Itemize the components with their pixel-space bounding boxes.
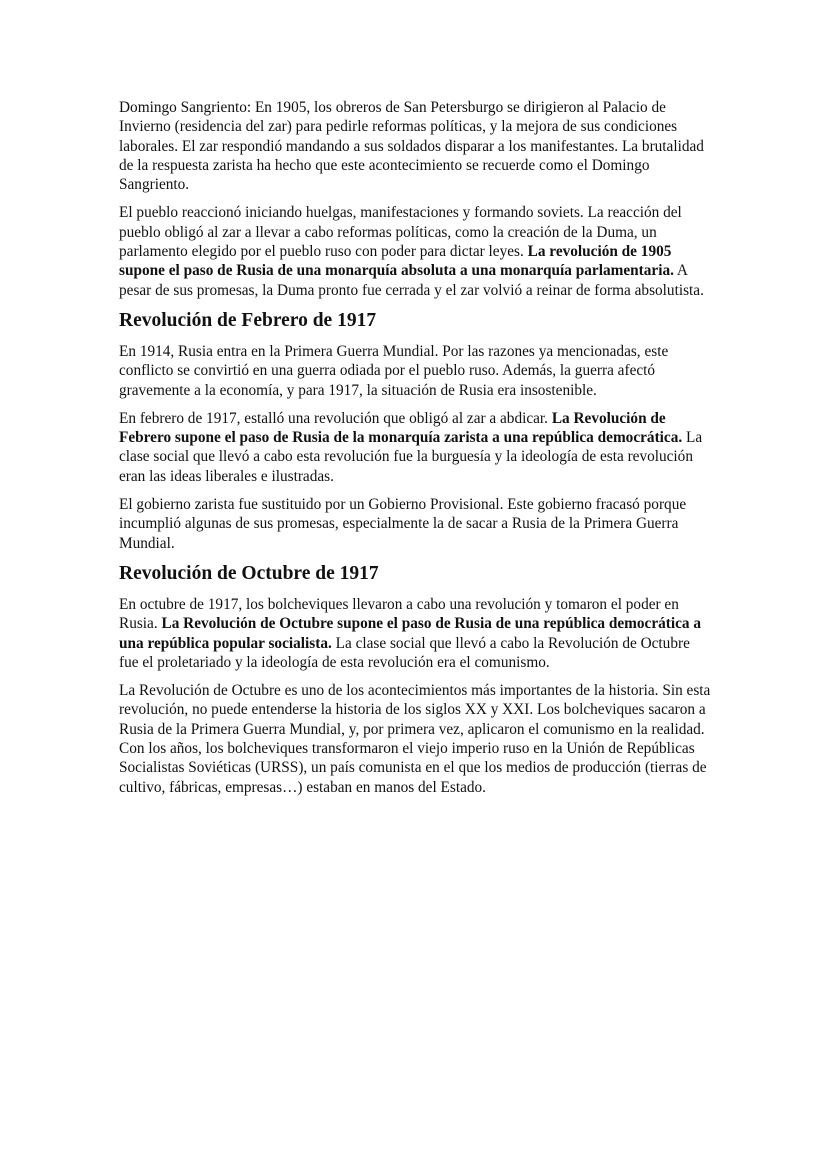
paragraph-primera-guerra: En 1914, Rusia entra en la Primera Guerra Mundial. Por las razones ya mencionadas, este conflicto se convirtió en una guerra odiada por el pueblo ruso. Además, la guerra afectó gravemente a la economía, y para 1917, la situación de Rusia era insostenible. xyxy=(119,342,669,399)
paragraph-domingo-sangriento: Domingo Sangriento: En 1905, los obreros de San Petersburgo se dirigieron al Palacio de Invierno (residencia del zar) para pedirle reformas políticas, y la mejora de sus condiciones laborales. El zar respondió mandando a sus soldados disparar a los manifestantes. La brutalidad de la respuesta zarista ha hecho que este acontecimiento se recuerde como el Domingo Sangriento. xyxy=(119,99,704,194)
paragraph-revolucion-1905 xyxy=(119,203,713,299)
paragraph-octubre-text-b: La clase social que llevó a cabo la Revolución de Octubre fue el proletariado y la ideología de esta revolución era el comunismo. xyxy=(119,634,690,671)
paragraph-1905-bold: La revolución de 1905 supone el paso de Rusia de una monarquía absoluta a una monarquía parlamentaria. xyxy=(119,243,674,280)
paragraph-1905-text-a: El pueblo reaccionó iniciando huelgas, manifestaciones y formando soviets. La reacción del pueblo obligó al zar a llevar a cabo reformas políticas, como la creación de la Duma, un parlamento elegido por el pueblo ruso con poder para dictar leyes. xyxy=(119,204,682,261)
paragraph-gobierno-provisional: El gobierno zarista fue sustituido por un Gobierno Provisional. Este gobierno fracasó porque incumplió algunas de sus promesas, especialmente la de sacar a Rusia de la Primera Guerra Mundial. xyxy=(119,496,687,552)
paragraph-octubre-text-a: En octubre de 1917, los bolcheviques llevaron a cabo una revolución y tomaron el poder en Rusia. xyxy=(119,595,679,633)
paragraph-febrero-bold: La Revolución de Febrero supone el paso de Rusia de la monarquía zarista a una república democrática. xyxy=(119,409,683,447)
document-page xyxy=(119,98,713,806)
heading-revolucion-octubre: Revolución de Octubre de 1917 xyxy=(119,562,379,584)
heading-revolucion-febrero: Revolución de Febrero de 1917 xyxy=(119,309,377,331)
paragraph-1905-text-b: A pesar de sus promesas, la Duma pronto fue cerrada y el zar volvió a reinar de forma absolutista. xyxy=(119,262,704,299)
paragraph-importancia-octubre: La Revolución de Octubre es uno de los acontecimientos más importantes de la historia. Sin esta revolución, no puede entenderse la historia de los siglos XX y XXI. Los bolcheviques sacaron a Rusia de la Primera Guerra Mundial, y, por primera vez, aplicaron el comunismo en la realidad. Con los años, los bolcheviques transformaron el viejo imperio ruso en la Unión de Repúblicas Socialistas Soviéticas (URSS), un país comunista en el que los medios de producción (tierras de cultivo, fábricas, empresas…) estaban en manos del Estado. xyxy=(119,682,711,796)
paragraph-revolucion-febrero xyxy=(119,409,713,486)
paragraph-revolucion-octubre xyxy=(119,595,713,672)
paragraph-febrero-text-b: La clase social que llevó a cabo esta revolución fue la burguesía y la ideología de esta revolución eran las ideas liberales e ilustradas. xyxy=(119,429,703,485)
paragraph-febrero-text-a: En febrero de 1917, estalló una revolución que obligó al zar a abdicar. xyxy=(119,409,552,427)
paragraph-octubre-bold: La Revolución de Octubre supone el paso de Rusia de una república democrática a una república popular socialista. xyxy=(119,615,702,652)
